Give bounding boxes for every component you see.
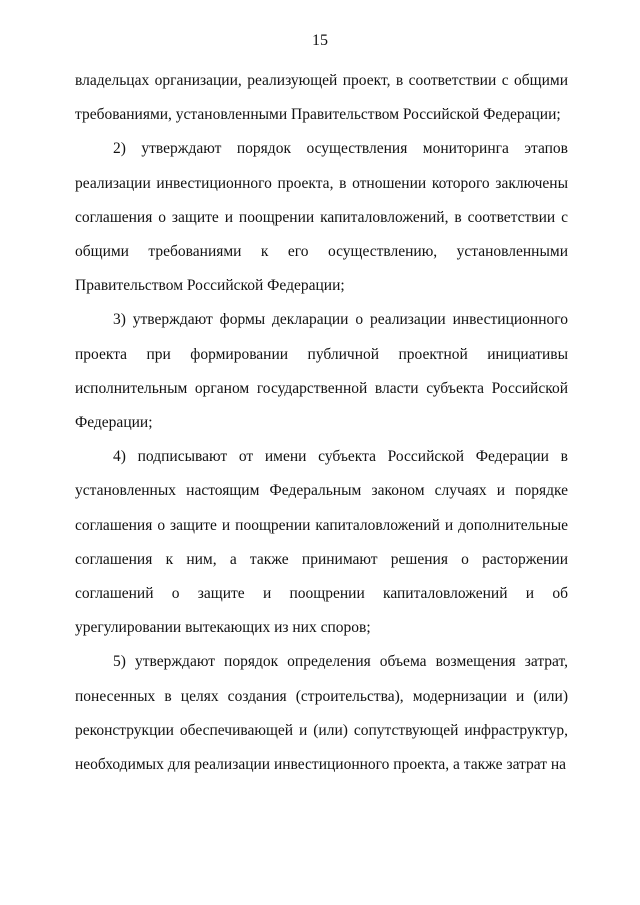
paragraph-continuation: владельцах организации, реализующей проект, в соответствии с общими требованиями, установленными Правительством Российской Федерации; (75, 72, 568, 124)
paragraph-item-5: 5) утверждают порядок определения объема возмещения затрат, понесенных в целях создания (строительства), модернизации и (или) реконструкции обеспечивающей и (или) сопутствующей инфраструктур, необходимых для реализации инвестиционного проекта, а также затрат на (75, 653, 568, 774)
paragraph-item-3: 3) утверждают формы декларации о реализации инвестиционного проекта при формировании публичной проектной инициативы исполнительным органом государственной власти субъекта Российской Федерации; (75, 311, 568, 432)
paragraph-item-2: 2) утверждают порядок осуществления мониторинга этапов реализации инвестиционного проекта, в отношении которого заключены соглашения о защите и поощрении капиталовложений, в соответствии с общими требованиями к его осуществлению, установленными Правительством Российской Федерации; (75, 140, 568, 295)
page-number: 15 (312, 32, 328, 49)
paragraph-item-4: 4) подписывают от имени субъекта Российской Федерации в установленных настоящим Федеральным законом случаях и порядке соглашения о защите и поощрении капиталовложений и дополнительные соглашения к ним, а также принимают решения о расторжении соглашений о защите и поощрении капиталовложений и об урегулировании вытекающих из них споров; (75, 448, 568, 637)
document-body (75, 64, 568, 782)
